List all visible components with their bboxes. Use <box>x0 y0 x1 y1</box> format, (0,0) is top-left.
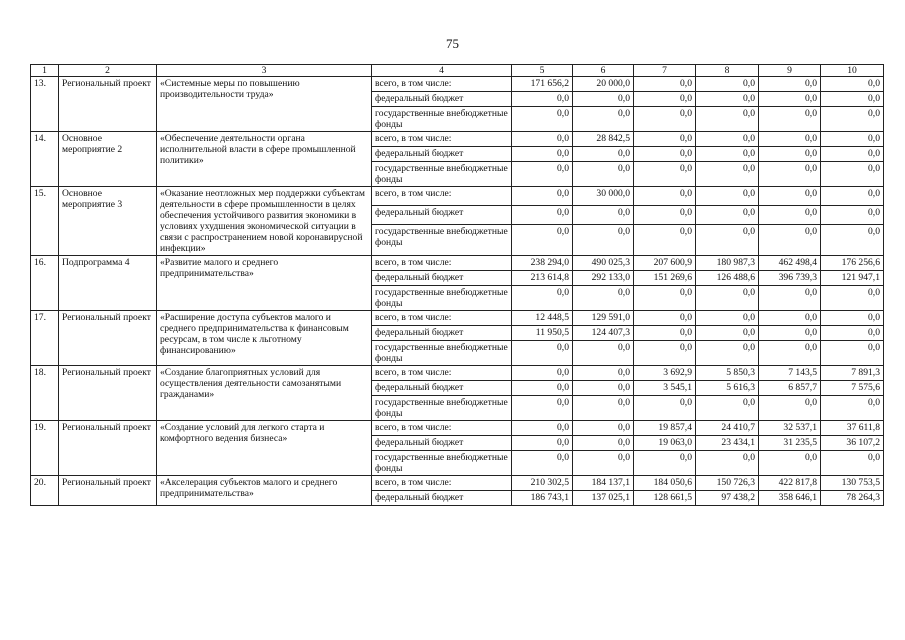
table-row <box>31 311 884 326</box>
amount-cell: 0,0 <box>634 132 696 147</box>
row-index: 15. <box>31 187 59 256</box>
funding-source: федеральный бюджет <box>372 381 512 396</box>
amount-cell: 0,0 <box>821 311 884 326</box>
amount-cell: 0,0 <box>634 311 696 326</box>
amount-cell: 0,0 <box>821 451 884 476</box>
amount-cell: 0,0 <box>573 162 634 187</box>
amount-cell: 210 302,5 <box>512 476 573 491</box>
amount-cell: 0,0 <box>573 341 634 366</box>
funding-source: всего, в том числе: <box>372 256 512 271</box>
amount-cell: 121 947,1 <box>821 271 884 286</box>
funding-source: федеральный бюджет <box>372 205 512 224</box>
amount-cell: 0,0 <box>634 77 696 92</box>
amount-cell: 171 656,2 <box>512 77 573 92</box>
column-header: 5 <box>512 65 573 77</box>
amount-cell: 0,0 <box>512 451 573 476</box>
table-row <box>31 421 884 436</box>
amount-cell: 0,0 <box>634 286 696 311</box>
amount-cell: 7 143,5 <box>759 366 821 381</box>
funding-source: федеральный бюджет <box>372 147 512 162</box>
amount-cell: 0,0 <box>759 147 821 162</box>
column-header: 1 <box>31 65 59 77</box>
funding-source: государственные внебюджетные фонды <box>372 341 512 366</box>
row-name: «Расширение доступа субъектов малого и среднего предпринимательства к финансовым ресурсам, в том числе к льготному финансированию» <box>157 311 372 366</box>
row-type: Региональный проект <box>59 476 157 506</box>
amount-cell: 0,0 <box>759 205 821 224</box>
table-row <box>31 256 884 271</box>
amount-cell: 0,0 <box>696 92 759 107</box>
amount-cell: 0,0 <box>821 286 884 311</box>
amount-cell: 126 488,6 <box>696 271 759 286</box>
amount-cell: 0,0 <box>512 286 573 311</box>
amount-cell: 137 025,1 <box>573 491 634 506</box>
table-row <box>31 476 884 491</box>
amount-cell: 0,0 <box>512 341 573 366</box>
amount-cell: 184 050,6 <box>634 476 696 491</box>
funding-source: всего, в том числе: <box>372 132 512 147</box>
column-header: 7 <box>634 65 696 77</box>
amount-cell: 3 692,9 <box>634 366 696 381</box>
funding-source: государственные внебюджетные фонды <box>372 451 512 476</box>
amount-cell: 0,0 <box>634 107 696 132</box>
amount-cell: 0,0 <box>512 92 573 107</box>
amount-cell: 0,0 <box>573 205 634 224</box>
amount-cell: 5 850,3 <box>696 366 759 381</box>
table-header-row <box>31 65 884 77</box>
amount-cell: 0,0 <box>696 162 759 187</box>
funding-source: всего, в том числе: <box>372 187 512 206</box>
column-header: 2 <box>59 65 157 77</box>
amount-cell: 0,0 <box>512 421 573 436</box>
amount-cell: 462 498,4 <box>759 256 821 271</box>
column-header: 6 <box>573 65 634 77</box>
funding-source: всего, в том числе: <box>372 77 512 92</box>
amount-cell: 0,0 <box>696 326 759 341</box>
column-header: 10 <box>821 65 884 77</box>
amount-cell: 150 726,3 <box>696 476 759 491</box>
table-row <box>31 132 884 147</box>
row-type: Региональный проект <box>59 77 157 132</box>
row-index: 17. <box>31 311 59 366</box>
amount-cell: 0,0 <box>696 341 759 366</box>
amount-cell: 0,0 <box>821 224 884 255</box>
amount-cell: 0,0 <box>512 205 573 224</box>
amount-cell: 0,0 <box>821 107 884 132</box>
amount-cell: 0,0 <box>821 326 884 341</box>
amount-cell: 0,0 <box>821 205 884 224</box>
row-type: Основное мероприятие 3 <box>59 187 157 256</box>
funding-source: всего, в том числе: <box>372 311 512 326</box>
row-type: Региональный проект <box>59 311 157 366</box>
amount-cell: 213 614,8 <box>512 271 573 286</box>
amount-cell: 0,0 <box>759 286 821 311</box>
amount-cell: 0,0 <box>512 132 573 147</box>
amount-cell: 129 591,0 <box>573 311 634 326</box>
funding-source: федеральный бюджет <box>372 491 512 506</box>
amount-cell: 0,0 <box>821 162 884 187</box>
amount-cell: 28 842,5 <box>573 132 634 147</box>
amount-cell: 0,0 <box>512 187 573 206</box>
amount-cell: 7 575,6 <box>821 381 884 396</box>
row-index: 14. <box>31 132 59 187</box>
funding-source: федеральный бюджет <box>372 436 512 451</box>
amount-cell: 0,0 <box>696 77 759 92</box>
row-index: 13. <box>31 77 59 132</box>
amount-cell: 32 537,1 <box>759 421 821 436</box>
amount-cell: 78 264,3 <box>821 491 884 506</box>
column-header: 3 <box>157 65 372 77</box>
amount-cell: 128 661,5 <box>634 491 696 506</box>
amount-cell: 0,0 <box>821 92 884 107</box>
funding-source: федеральный бюджет <box>372 92 512 107</box>
amount-cell: 151 269,6 <box>634 271 696 286</box>
row-type: Основное мероприятие 2 <box>59 132 157 187</box>
amount-cell: 0,0 <box>512 224 573 255</box>
amount-cell: 0,0 <box>573 107 634 132</box>
budget-table <box>30 64 884 506</box>
amount-cell: 0,0 <box>696 107 759 132</box>
amount-cell: 0,0 <box>759 396 821 421</box>
amount-cell: 490 025,3 <box>573 256 634 271</box>
amount-cell: 0,0 <box>634 224 696 255</box>
amount-cell: 19 857,4 <box>634 421 696 436</box>
row-name: «Оказание неотложных мер поддержки субъектам деятельности в сфере промышленности в целях обеспечения устойчивого развития экономики в условиях ухудшения экономической ситуации в связи с распространением новой коронавирусной инфекции» <box>157 187 372 256</box>
amount-cell: 0,0 <box>759 451 821 476</box>
amount-cell: 0,0 <box>821 77 884 92</box>
amount-cell: 0,0 <box>512 436 573 451</box>
funding-source: всего, в том числе: <box>372 476 512 491</box>
funding-source: всего, в том числе: <box>372 366 512 381</box>
amount-cell: 0,0 <box>634 187 696 206</box>
table-row <box>31 77 884 92</box>
amount-cell: 0,0 <box>573 224 634 255</box>
amount-cell: 422 817,8 <box>759 476 821 491</box>
amount-cell: 3 545,1 <box>634 381 696 396</box>
amount-cell: 180 987,3 <box>696 256 759 271</box>
amount-cell: 207 600,9 <box>634 256 696 271</box>
amount-cell: 19 063,0 <box>634 436 696 451</box>
funding-source: государственные внебюджетные фонды <box>372 396 512 421</box>
funding-source: всего, в том числе: <box>372 421 512 436</box>
amount-cell: 20 000,0 <box>573 77 634 92</box>
amount-cell: 0,0 <box>696 147 759 162</box>
amount-cell: 184 137,1 <box>573 476 634 491</box>
amount-cell: 6 857,7 <box>759 381 821 396</box>
amount-cell: 0,0 <box>821 396 884 421</box>
amount-cell: 0,0 <box>573 92 634 107</box>
row-type: Региональный проект <box>59 421 157 476</box>
amount-cell: 5 616,3 <box>696 381 759 396</box>
amount-cell: 24 410,7 <box>696 421 759 436</box>
amount-cell: 36 107,2 <box>821 436 884 451</box>
funding-source: государственные внебюджетные фонды <box>372 286 512 311</box>
amount-cell: 124 407,3 <box>573 326 634 341</box>
amount-cell: 176 256,6 <box>821 256 884 271</box>
amount-cell: 0,0 <box>573 436 634 451</box>
amount-cell: 0,0 <box>573 147 634 162</box>
amount-cell: 97 438,2 <box>696 491 759 506</box>
amount-cell: 0,0 <box>696 187 759 206</box>
amount-cell: 11 950,5 <box>512 326 573 341</box>
amount-cell: 12 448,5 <box>512 311 573 326</box>
funding-source: федеральный бюджет <box>372 271 512 286</box>
amount-cell: 0,0 <box>696 132 759 147</box>
column-header: 4 <box>372 65 512 77</box>
amount-cell: 358 646,1 <box>759 491 821 506</box>
amount-cell: 0,0 <box>821 187 884 206</box>
amount-cell: 0,0 <box>696 286 759 311</box>
amount-cell: 37 611,8 <box>821 421 884 436</box>
row-name: «Обеспечение деятельности органа исполнительной власти в сфере промышленной политики» <box>157 132 372 187</box>
row-index: 16. <box>31 256 59 311</box>
row-type: Подпрограмма 4 <box>59 256 157 311</box>
column-header: 8 <box>696 65 759 77</box>
amount-cell: 0,0 <box>573 396 634 421</box>
column-header: 9 <box>759 65 821 77</box>
amount-cell: 0,0 <box>759 311 821 326</box>
amount-cell: 130 753,5 <box>821 476 884 491</box>
amount-cell: 0,0 <box>759 341 821 366</box>
row-name: «Создание условий для легкого старта и комфортного ведения бизнеса» <box>157 421 372 476</box>
amount-cell: 0,0 <box>759 92 821 107</box>
amount-cell: 0,0 <box>634 92 696 107</box>
amount-cell: 0,0 <box>573 286 634 311</box>
amount-cell: 0,0 <box>759 132 821 147</box>
amount-cell: 30 000,0 <box>573 187 634 206</box>
amount-cell: 292 133,0 <box>573 271 634 286</box>
amount-cell: 0,0 <box>696 311 759 326</box>
row-index: 19. <box>31 421 59 476</box>
amount-cell: 0,0 <box>696 396 759 421</box>
amount-cell: 0,0 <box>512 147 573 162</box>
amount-cell: 23 434,1 <box>696 436 759 451</box>
row-name: «Развитие малого и среднего предпринимательства» <box>157 256 372 311</box>
amount-cell: 0,0 <box>512 366 573 381</box>
row-name: «Системные меры по повышению производительности труда» <box>157 77 372 132</box>
amount-cell: 0,0 <box>821 147 884 162</box>
row-index: 18. <box>31 366 59 421</box>
amount-cell: 0,0 <box>512 381 573 396</box>
amount-cell: 0,0 <box>634 326 696 341</box>
table-row <box>31 187 884 206</box>
amount-cell: 0,0 <box>634 451 696 476</box>
amount-cell: 0,0 <box>759 224 821 255</box>
amount-cell: 0,0 <box>634 396 696 421</box>
row-index: 20. <box>31 476 59 506</box>
amount-cell: 0,0 <box>696 224 759 255</box>
amount-cell: 0,0 <box>512 107 573 132</box>
amount-cell: 0,0 <box>759 107 821 132</box>
amount-cell: 0,0 <box>759 326 821 341</box>
amount-cell: 396 739,3 <box>759 271 821 286</box>
amount-cell: 0,0 <box>759 162 821 187</box>
amount-cell: 0,0 <box>759 77 821 92</box>
amount-cell: 0,0 <box>634 147 696 162</box>
funding-source: государственные внебюджетные фонды <box>372 224 512 255</box>
funding-source: государственные внебюджетные фонды <box>372 162 512 187</box>
amount-cell: 186 743,1 <box>512 491 573 506</box>
row-type: Региональный проект <box>59 366 157 421</box>
amount-cell: 0,0 <box>573 366 634 381</box>
amount-cell: 0,0 <box>634 162 696 187</box>
amount-cell: 238 294,0 <box>512 256 573 271</box>
amount-cell: 0,0 <box>573 421 634 436</box>
table-row <box>31 366 884 381</box>
amount-cell: 0,0 <box>512 162 573 187</box>
amount-cell: 0,0 <box>821 132 884 147</box>
row-name: «Акселерация субъектов малого и среднего предпринимательства» <box>157 476 372 506</box>
amount-cell: 0,0 <box>821 341 884 366</box>
page-number: 75 <box>446 36 459 51</box>
amount-cell: 0,0 <box>759 187 821 206</box>
amount-cell: 7 891,3 <box>821 366 884 381</box>
funding-source: федеральный бюджет <box>372 326 512 341</box>
funding-source: государственные внебюджетные фонды <box>372 107 512 132</box>
amount-cell: 0,0 <box>634 205 696 224</box>
amount-cell: 0,0 <box>573 451 634 476</box>
amount-cell: 0,0 <box>634 341 696 366</box>
amount-cell: 0,0 <box>573 381 634 396</box>
amount-cell: 0,0 <box>512 396 573 421</box>
amount-cell: 0,0 <box>696 451 759 476</box>
amount-cell: 0,0 <box>696 205 759 224</box>
amount-cell: 31 235,5 <box>759 436 821 451</box>
row-name: «Создание благоприятных условий для осуществления деятельности самозанятыми гражданами» <box>157 366 372 421</box>
